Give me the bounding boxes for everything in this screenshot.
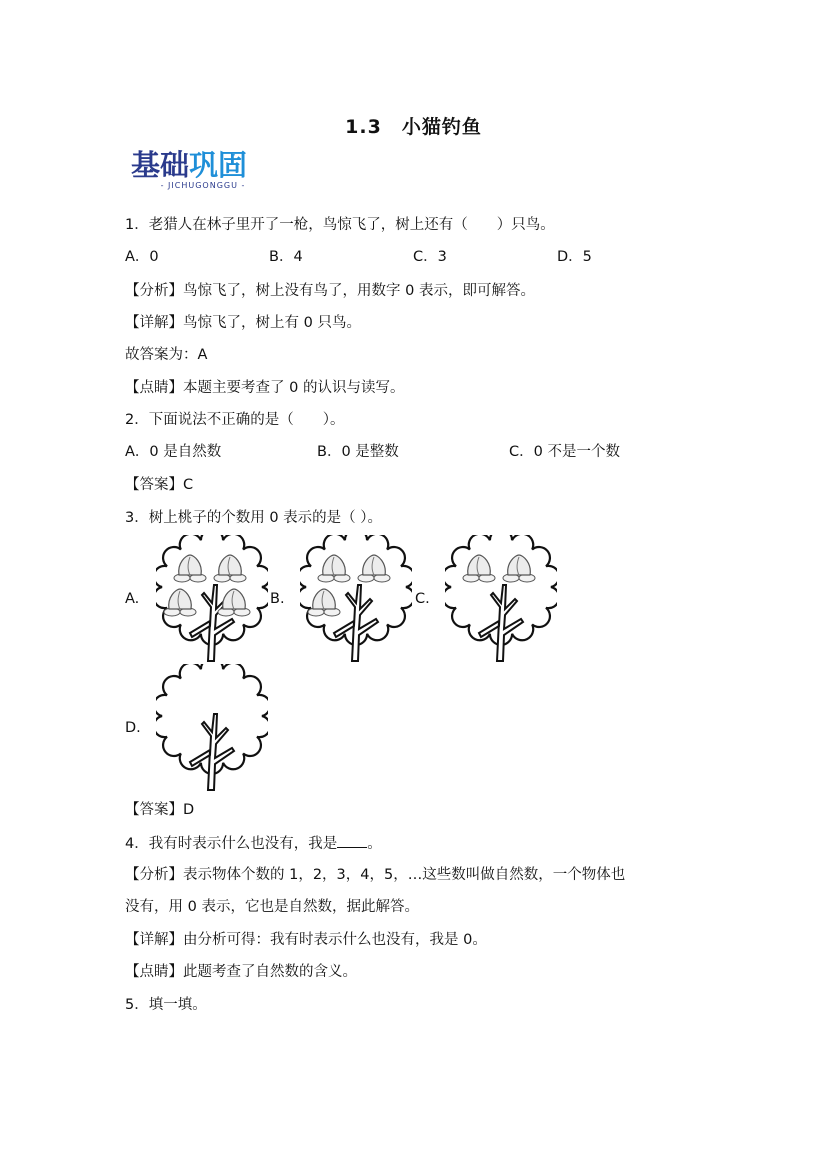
q1-analysis: 【分析】鸟惊飞了，树上没有鸟了，用数字 0 表示，即可解答。 [125,283,535,299]
q3-label-c: C. [415,591,430,607]
q3-label-b: B. [270,591,285,607]
q1-option-b: B．4 [269,249,303,265]
q5-stem: 5．填一填。 [125,997,207,1013]
q3-stem: 3．树上桃子的个数用 0 表示的是（ ）。 [125,510,383,526]
badge-main-part2: 巩固 [189,148,248,182]
tree-image-d [156,664,268,792]
q3-answer: 【答案】D [125,802,195,818]
badge-main-part1: 基础 [131,148,190,182]
q1-option-d: D．5 [557,249,592,265]
q2-option-c: C．0 不是一个数 [509,444,620,460]
tree-image-a [156,535,268,663]
q1-comment: 【点睛】本题主要考查了 0 的认识与读写。 [125,380,405,396]
q4-stem-end: 。 [367,836,382,852]
q4-analysis-line2: 没有，用 0 表示，它也是自然数，据此解答。 [125,899,419,915]
answer-blank[interactable] [337,833,367,848]
q4-detail: 【详解】由分析可得：我有时表示什么也没有，我是 0。 [125,932,487,948]
page-title: 1.3 小猫钓鱼 [345,116,482,138]
badge-subtitle: - JICHUGONGGU - [160,181,246,190]
q4-comment: 【点睛】此题考查了自然数的含义。 [125,964,357,980]
q1-answer: 故答案为：A [125,347,208,363]
tree-image-c [445,535,557,663]
q2-stem: 2．下面说法不正确的是（ ）。 [125,412,345,428]
q1-detail: 【详解】鸟惊飞了，树上有 0 只鸟。 [125,315,361,331]
q3-label-a: A. [125,591,140,607]
q4-analysis-line1: 【分析】表示物体个数的 1，2，3，4，5，…这些数叫做自然数，一个物体也 [125,867,626,883]
q2-option-b: B．0 是整数 [317,444,399,460]
q4-stem [125,833,382,854]
q1-stem: 1．老猎人在林子里开了一枪，鸟惊飞了，树上还有（ ）只鸟。 [125,217,555,233]
q1-option-a: A．0 [125,249,159,265]
q2-option-a: A．0 是自然数 [125,444,222,460]
tree-image-b [300,535,412,663]
section-badge [131,150,275,190]
q1-option-c: C．3 [413,249,447,265]
q3-label-d: D. [125,720,141,736]
q4-stem-text: 4．我有时表示什么也没有，我是 [125,836,338,852]
badge-main [131,150,275,180]
q2-answer: 【答案】C [125,477,194,493]
